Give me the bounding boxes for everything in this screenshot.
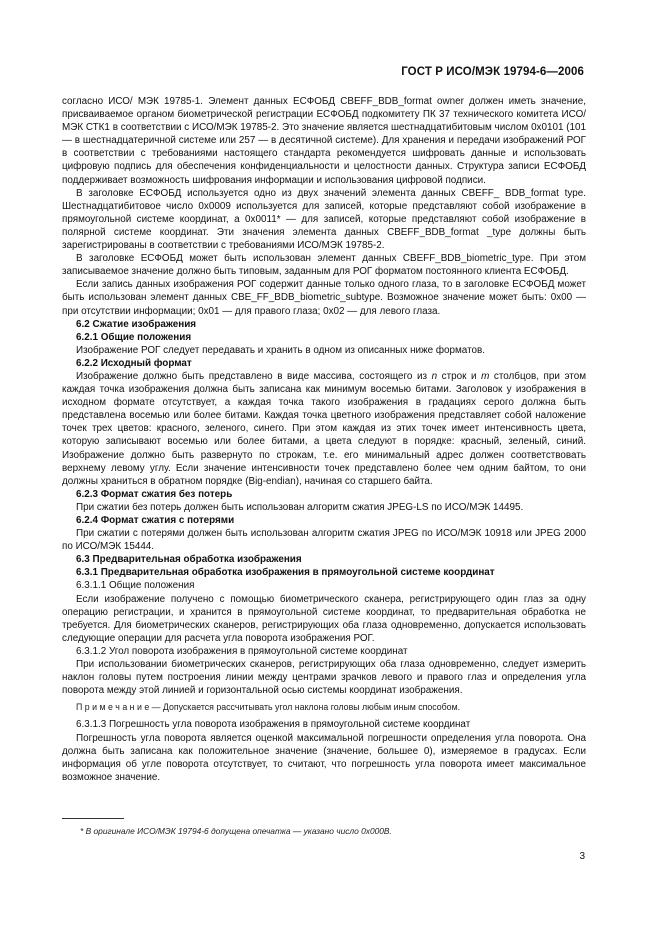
p622-part-b: строк и [437, 370, 482, 382]
paragraph-format-type: В заголовке ЕСФОБД используется одно из двух значений элемента данных CBEFF_ BDB_format type. Шестнадцатибитовое число 0x0009 используется для записей, которые представляют собой изображение в прямоугольной системе координат, а 0x0011* — для записей, которые представляют собой изображение в полярной системе координат. Эти значения элемента данных CBEFF_BDB_format _type должны быть зарегистрированы в соответствии с требованиями ИСО/МЭК 19785-2. [62, 187, 586, 252]
paragraph-6-3-1-2: При использовании биометрических сканеров, регистрирующих оба глаза одновременно, следует измерить наклон головы путем построения линии между центрами зрачков левого и правого глаз и определения угла поворота между этой линией и горизонтальной осью системы координат изображения. [62, 659, 586, 697]
footnote-divider [62, 818, 124, 819]
paragraph-6-3-1-1: Если изображение получено с помощью биометрического сканера, регистрирующего один глаз за одну операцию регистрации, и хранится в прямоугольной системе координат, то предварительная обработка не требуется. Для биометрических сканеров, регистрирующих оба глаза одновременно, допускается использовать следующие операции для расчета угла поворота изображения РОГ. [62, 593, 586, 644]
paragraph-6-2-1: Изображение РОГ следует передавать и хранить в одном из описанных ниже форматов. [76, 344, 485, 356]
standard-header: ГОСТ Р ИСО/МЭК 19794-6—2006 [401, 66, 584, 78]
paragraph-6-2-4: При сжатии с потерями должен быть использован алгоритм сжатия JPEG по ИСО/МЭК 10918 или JPEG 2000 по ИСО/МЭК 15444. [62, 528, 586, 553]
p622-part-c: столбцов, при этом каждая точка изображения должна быть записана как минимум восемью битами. Заголовок у изображения в исходном формате отсутствует, а каждая точка такого изображения в градациях серого должна быть представлена восемью или более битами. Каждая точка цветного изображения представляет собой наложение точек трех цветов: красного, зеленого, синего. При этом каждая из этих точек имеет интенсивность цвета, которую записывают восемью или более битами, а цвета следуют в порядке: красный, зеленый, синий. Изображение должно быть развернуто по строкам, т.е. его минимальный адрес должен соответствовать верхнему левому углу. Если значение интенсивности точек представлено более чем одним байтом, то они должны храниться в обратном порядке (Big-endian), начиная со старшего байта. [62, 370, 586, 487]
heading-6-2-4: 6.2.4 Формат сжатия с потерями [76, 515, 235, 526]
p622-part-a: Изображение должно быть представлено в виде массива, состоящего из [76, 370, 432, 382]
paragraph-cbeff-owner: согласно ИСО/ МЭК 19785-1. Элемент данных ЕСФОБД CBEFF_BDB_format owner должен иметь значение, присваиваемое органом биометрической регистрации ЕСФОБД подкомитету ПК 37 технического комитета ИСО/МЭК СТК1 в соответствии с ИСО/МЭК 19785-2. Это значение является шестнадцатибитовым числом 0x0101 (101 — в шестнадцатеричной системе или 257 — в десятичной системе). Для хранения и передачи изображений РОГ в соответствии с требованиями настоящего стандарта рекомендуется шифровать данные и использовать цифровую подпись для обеспечения конфиденциальности и целостности данных. Структура записи ЕСФОБД поддерживает возможность шифрования информации и использования цифровой подписи. [62, 96, 586, 186]
var-n: n [431, 370, 438, 382]
paragraph-6-2-3: При сжатии без потерь должен быть использован алгоритм сжатия JPEG-LS по ИСО/МЭК 14495. [76, 501, 524, 513]
paragraph-6-3-1-3: Погрешность угла поворота является оценкой максимальной погрешности определения угла поворота. Она должна быть записана как положительное значение (значение, большее 0), измеряемое в градусах. Если информация об угле поворота отсутствует, то считают, что погрешность угла поворота имеет максимальное возможное значение. [62, 732, 586, 783]
paragraph-biometric-subtype: Если запись данных изображения РОГ содержит данные только одного глаза, то в заголовке ЕСФОБД может быть использован элемент данных CBE_FF_BDB_biometric_subtype. Возможное значение может быть: 0x00 — при отсутствии информации; 0x01 — для правого глаза; 0x02 — для левого глаза. [62, 279, 586, 317]
heading-6-2: 6.2 Сжатие изображения [76, 318, 197, 330]
heading-6-2-3: 6.2.3 Формат сжатия без потерь [76, 488, 233, 500]
heading-6-3-1: 6.3.1 Предварительная обработка изображения в прямоугольной системе координат [76, 567, 495, 579]
paragraph-biometric-type: В заголовке ЕСФОБД может быть использован элемент данных CBEFF_BDB_biometric_type. При этом записываемое значение должно быть типовым, заданным для РОГ форматом постоянного клиента ЕСФОБД. [62, 253, 586, 278]
footnote: * В оригинале ИСО/МЭК 19794-6 допущена опечатка — указано число 0x000B. [80, 826, 392, 836]
heading-6-2-2: 6.2.2 Исходный формат [76, 357, 192, 369]
page-number: 3 [579, 851, 585, 862]
heading-6-3-1-1: 6.3.1.1 Общие положения [76, 580, 195, 592]
heading-6-3-1-3: 6.3.1.3 Погрешность угла поворота изображения в прямоугольной системе координат [76, 719, 471, 731]
var-m: m [481, 370, 490, 382]
heading-6-3-1-2: 6.3.1.2 Угол поворота изображения в прямоугольной системе координат [76, 645, 408, 657]
paragraph-6-2-2 [62, 370, 586, 488]
heading-6-3: 6.3 Предварительная обработка изображения [76, 554, 302, 566]
body-text [62, 95, 586, 784]
note: П р и м е ч а н и е — Допускается рассчитывать угол наклона головы любым иным способом. [76, 702, 461, 713]
heading-6-2-1: 6.2.1 Общие положения [76, 331, 192, 343]
